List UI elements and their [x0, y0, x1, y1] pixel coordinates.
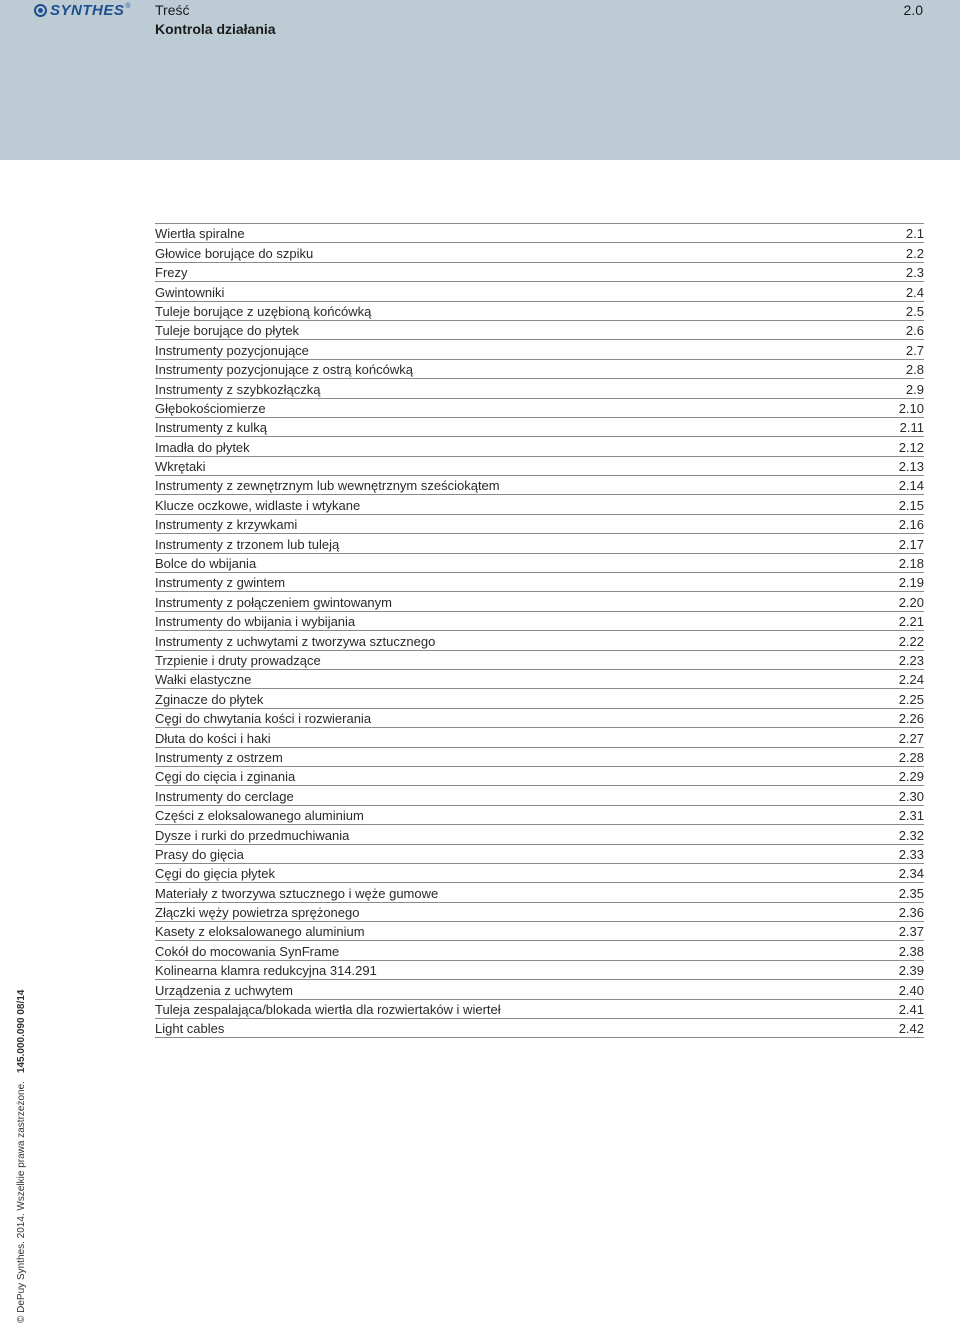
toc-entry-number: 2.12	[898, 439, 924, 455]
toc-entry-title: Instrumenty do cerclage	[155, 788, 294, 804]
toc-entry-number: 2.16	[898, 517, 924, 533]
toc-entry-number: 2.37	[898, 924, 924, 940]
toc-entry-number: 2.36	[898, 905, 924, 921]
toc-entry[interactable]	[155, 573, 924, 592]
toc-entry-title: Imadła do płytek	[155, 439, 250, 455]
toc-entry-number: 2.18	[898, 556, 924, 572]
toc-entry-title: Instrumenty z krzywkami	[155, 517, 298, 533]
toc-entry[interactable]	[155, 476, 924, 495]
toc-entry-title: Wałki elastyczne	[155, 672, 252, 688]
toc-entry-number: 2.23	[898, 652, 924, 668]
toc-entry-title: Wkrętaki	[155, 459, 206, 475]
toc-entry[interactable]	[155, 670, 924, 689]
toc-entry-title: Prasy do gięcia	[155, 846, 244, 862]
toc-entry-title: Instrumenty z ostrzem	[155, 749, 283, 765]
toc-entry-number: 2.19	[898, 575, 924, 591]
toc-entry-number: 2.9	[905, 381, 924, 397]
toc-entry-title: Materiały z tworzywa sztucznego i węże gumowe	[155, 885, 439, 901]
toc-entry-title: Dłuta do kości i haki	[155, 730, 271, 746]
toc-entry-title: Instrumenty pozycjonujące	[155, 342, 309, 358]
toc-entry-number: 2.39	[898, 963, 924, 979]
toc-entry-title: Gwintowniki	[155, 284, 225, 300]
document-code: 145.000.090 08/14	[16, 989, 27, 1074]
toc-entry-number: 2.26	[898, 711, 924, 727]
section-number: 2.0	[903, 2, 923, 18]
toc-entry-title: Tuleje borujące z uzębioną końcówką	[155, 303, 372, 319]
toc-entry-title: Frezy	[155, 265, 188, 281]
toc-entry[interactable]	[155, 825, 924, 844]
toc-entry-number: 2.32	[898, 827, 924, 843]
toc-entry-number: 2.21	[898, 614, 924, 630]
toc-entry[interactable]	[155, 554, 924, 573]
toc-entry-title: Cęgi do cięcia i zginania	[155, 769, 296, 785]
toc-entry[interactable]	[155, 845, 924, 864]
toc-entry[interactable]	[155, 418, 924, 437]
toc-entry-number: 2.10	[898, 400, 924, 416]
toc-entry-number: 2.14	[898, 478, 924, 494]
toc-entry[interactable]	[155, 1019, 924, 1038]
toc-entry[interactable]	[155, 883, 924, 902]
toc-entry[interactable]	[155, 379, 924, 398]
toc-entry[interactable]	[155, 651, 924, 670]
toc-entry-number: 2.1	[905, 226, 924, 242]
toc-entry-title: Kolinearna klamra redukcyjna 314.291	[155, 963, 377, 979]
toc-entry-number: 2.15	[898, 497, 924, 513]
toc-entry-title: Zginacze do płytek	[155, 691, 264, 707]
copyright-text: © DePuy Synthes. 2014. Wszelkie prawa zastrzeżone.	[16, 1081, 27, 1323]
toc-entry[interactable]	[155, 980, 924, 999]
toc-entry[interactable]	[155, 282, 924, 301]
toc-entry-title: Instrumenty pozycjonujące z ostrą końcówką	[155, 362, 413, 378]
toc-entry[interactable]	[155, 321, 924, 340]
toc-entry-number: 2.5	[905, 303, 924, 319]
toc-entry-title: Kasety z eloksalowanego aluminium	[155, 924, 365, 940]
synthes-logo	[34, 1, 131, 19]
toc-entry-number: 2.6	[905, 323, 924, 339]
toc-entry-number: 2.38	[898, 943, 924, 959]
toc-entry[interactable]	[155, 612, 924, 631]
toc-entry-title: Instrumenty z połączeniem gwintowanym	[155, 594, 392, 610]
section-title: Kontrola działania	[155, 21, 276, 37]
toc-entry-title: Instrumenty do wbijania i wybijania	[155, 614, 356, 630]
toc-entry[interactable]	[155, 922, 924, 941]
toc-entry-title: Urządzenia z uchwytem	[155, 982, 293, 998]
toc-entry-number: 2.4	[905, 284, 924, 300]
toc-entry-title: Instrumenty z szybkozłączką	[155, 381, 321, 397]
toc-entry-title: Cęgi do chwytania kości i rozwierania	[155, 711, 372, 727]
toc-entry[interactable]	[155, 728, 924, 747]
toc-entry-number: 2.31	[898, 808, 924, 824]
toc-entry-number: 2.42	[898, 1021, 924, 1037]
toc-entry-number: 2.34	[898, 866, 924, 882]
toc-entry[interactable]	[155, 941, 924, 960]
toc-entry-number: 2.3	[905, 265, 924, 281]
toc-entry-title: Instrumenty z kulką	[155, 420, 267, 436]
toc-entry[interactable]	[155, 709, 924, 728]
toc-entry-title: Cokół do mocowania SynFrame	[155, 943, 340, 959]
toc-entry[interactable]	[155, 515, 924, 534]
toc-entry-title: Tuleje borujące do płytek	[155, 323, 300, 339]
toc-entry-number: 2.30	[898, 788, 924, 804]
toc-entry-title: Głębokościomierze	[155, 400, 266, 416]
toc-entry[interactable]	[155, 864, 924, 883]
toc-entry[interactable]	[155, 806, 924, 825]
toc-entry-number: 2.41	[898, 1002, 924, 1018]
toc-entry-number: 2.27	[898, 730, 924, 746]
toc-entry-title: Dysze i rurki do przedmuchiwania	[155, 827, 350, 843]
toc-entry[interactable]	[155, 1000, 924, 1019]
toc-entry-title: Instrumenty z zewnętrznym lub wewnętrznym sześciokątem	[155, 478, 500, 494]
toc-entry[interactable]	[155, 360, 924, 379]
toc-entry-title: Light cables	[155, 1021, 225, 1037]
table-of-contents	[155, 223, 924, 1038]
page-header	[0, 0, 960, 160]
section-label: Treść	[155, 2, 190, 18]
toc-entry[interactable]	[155, 399, 924, 418]
toc-entry-title: Instrumenty z uchwytami z tworzywa sztucznego	[155, 633, 436, 649]
toc-entry[interactable]	[155, 340, 924, 359]
logo-text: SYNTHES	[50, 1, 125, 19]
toc-entry[interactable]	[155, 631, 924, 650]
footer-copyright	[15, 989, 29, 1323]
toc-entry-number: 2.17	[898, 536, 924, 552]
toc-entry-title: Części z eloksalowanego aluminium	[155, 808, 364, 824]
toc-entry[interactable]	[155, 961, 924, 980]
toc-entry-number: 2.33	[898, 846, 924, 862]
toc-entry-number: 2.28	[898, 749, 924, 765]
toc-entry-number: 2.20	[898, 594, 924, 610]
toc-entry[interactable]	[155, 689, 924, 708]
toc-entry-number: 2.2	[905, 245, 924, 261]
toc-entry[interactable]	[155, 243, 924, 262]
toc-entry-title: Bolce do wbijania	[155, 556, 257, 572]
toc-entry-title: Trzpienie i druty prowadzące	[155, 652, 321, 668]
toc-entry-title: Instrumenty z gwintem	[155, 575, 286, 591]
toc-entry[interactable]	[155, 748, 924, 767]
toc-entry-number: 2.11	[899, 420, 924, 436]
toc-entry[interactable]	[155, 495, 924, 514]
toc-entry-number: 2.25	[898, 691, 924, 707]
toc-entry[interactable]	[155, 302, 924, 321]
toc-entry[interactable]	[155, 263, 924, 282]
toc-entry-title: Instrumenty z trzonem lub tuleją	[155, 536, 340, 552]
toc-entry[interactable]	[155, 457, 924, 476]
toc-entry[interactable]	[155, 534, 924, 553]
toc-entry-number: 2.13	[898, 459, 924, 475]
toc-entry[interactable]	[155, 767, 924, 786]
toc-entry-number: 2.22	[898, 633, 924, 649]
toc-entry-title: Wiertła spiralne	[155, 226, 245, 242]
toc-entry[interactable]	[155, 437, 924, 456]
registered-mark: ®	[125, 3, 131, 10]
toc-entry-number: 2.40	[898, 982, 924, 998]
toc-entry-title: Złączki węży powietrza sprężonego	[155, 905, 360, 921]
synthes-logo-icon	[34, 4, 47, 17]
toc-entry-number: 2.8	[905, 362, 924, 378]
toc-entry[interactable]	[155, 592, 924, 611]
toc-entry-number: 2.7	[905, 342, 924, 358]
toc-entry[interactable]	[155, 786, 924, 805]
toc-entry-title: Głowice borujące do szpiku	[155, 245, 314, 261]
toc-entry-title: Tuleja zespalająca/blokada wiertła dla rozwiertaków i wierteł	[155, 1002, 501, 1018]
toc-entry-number: 2.35	[898, 885, 924, 901]
toc-entry-number: 2.29	[898, 769, 924, 785]
toc-entry[interactable]	[155, 224, 924, 243]
toc-entry-title: Klucze oczkowe, widlaste i wtykane	[155, 497, 361, 513]
toc-entry-title: Cęgi do gięcia płytek	[155, 866, 275, 882]
toc-entry[interactable]	[155, 903, 924, 922]
toc-entry-number: 2.24	[898, 672, 924, 688]
